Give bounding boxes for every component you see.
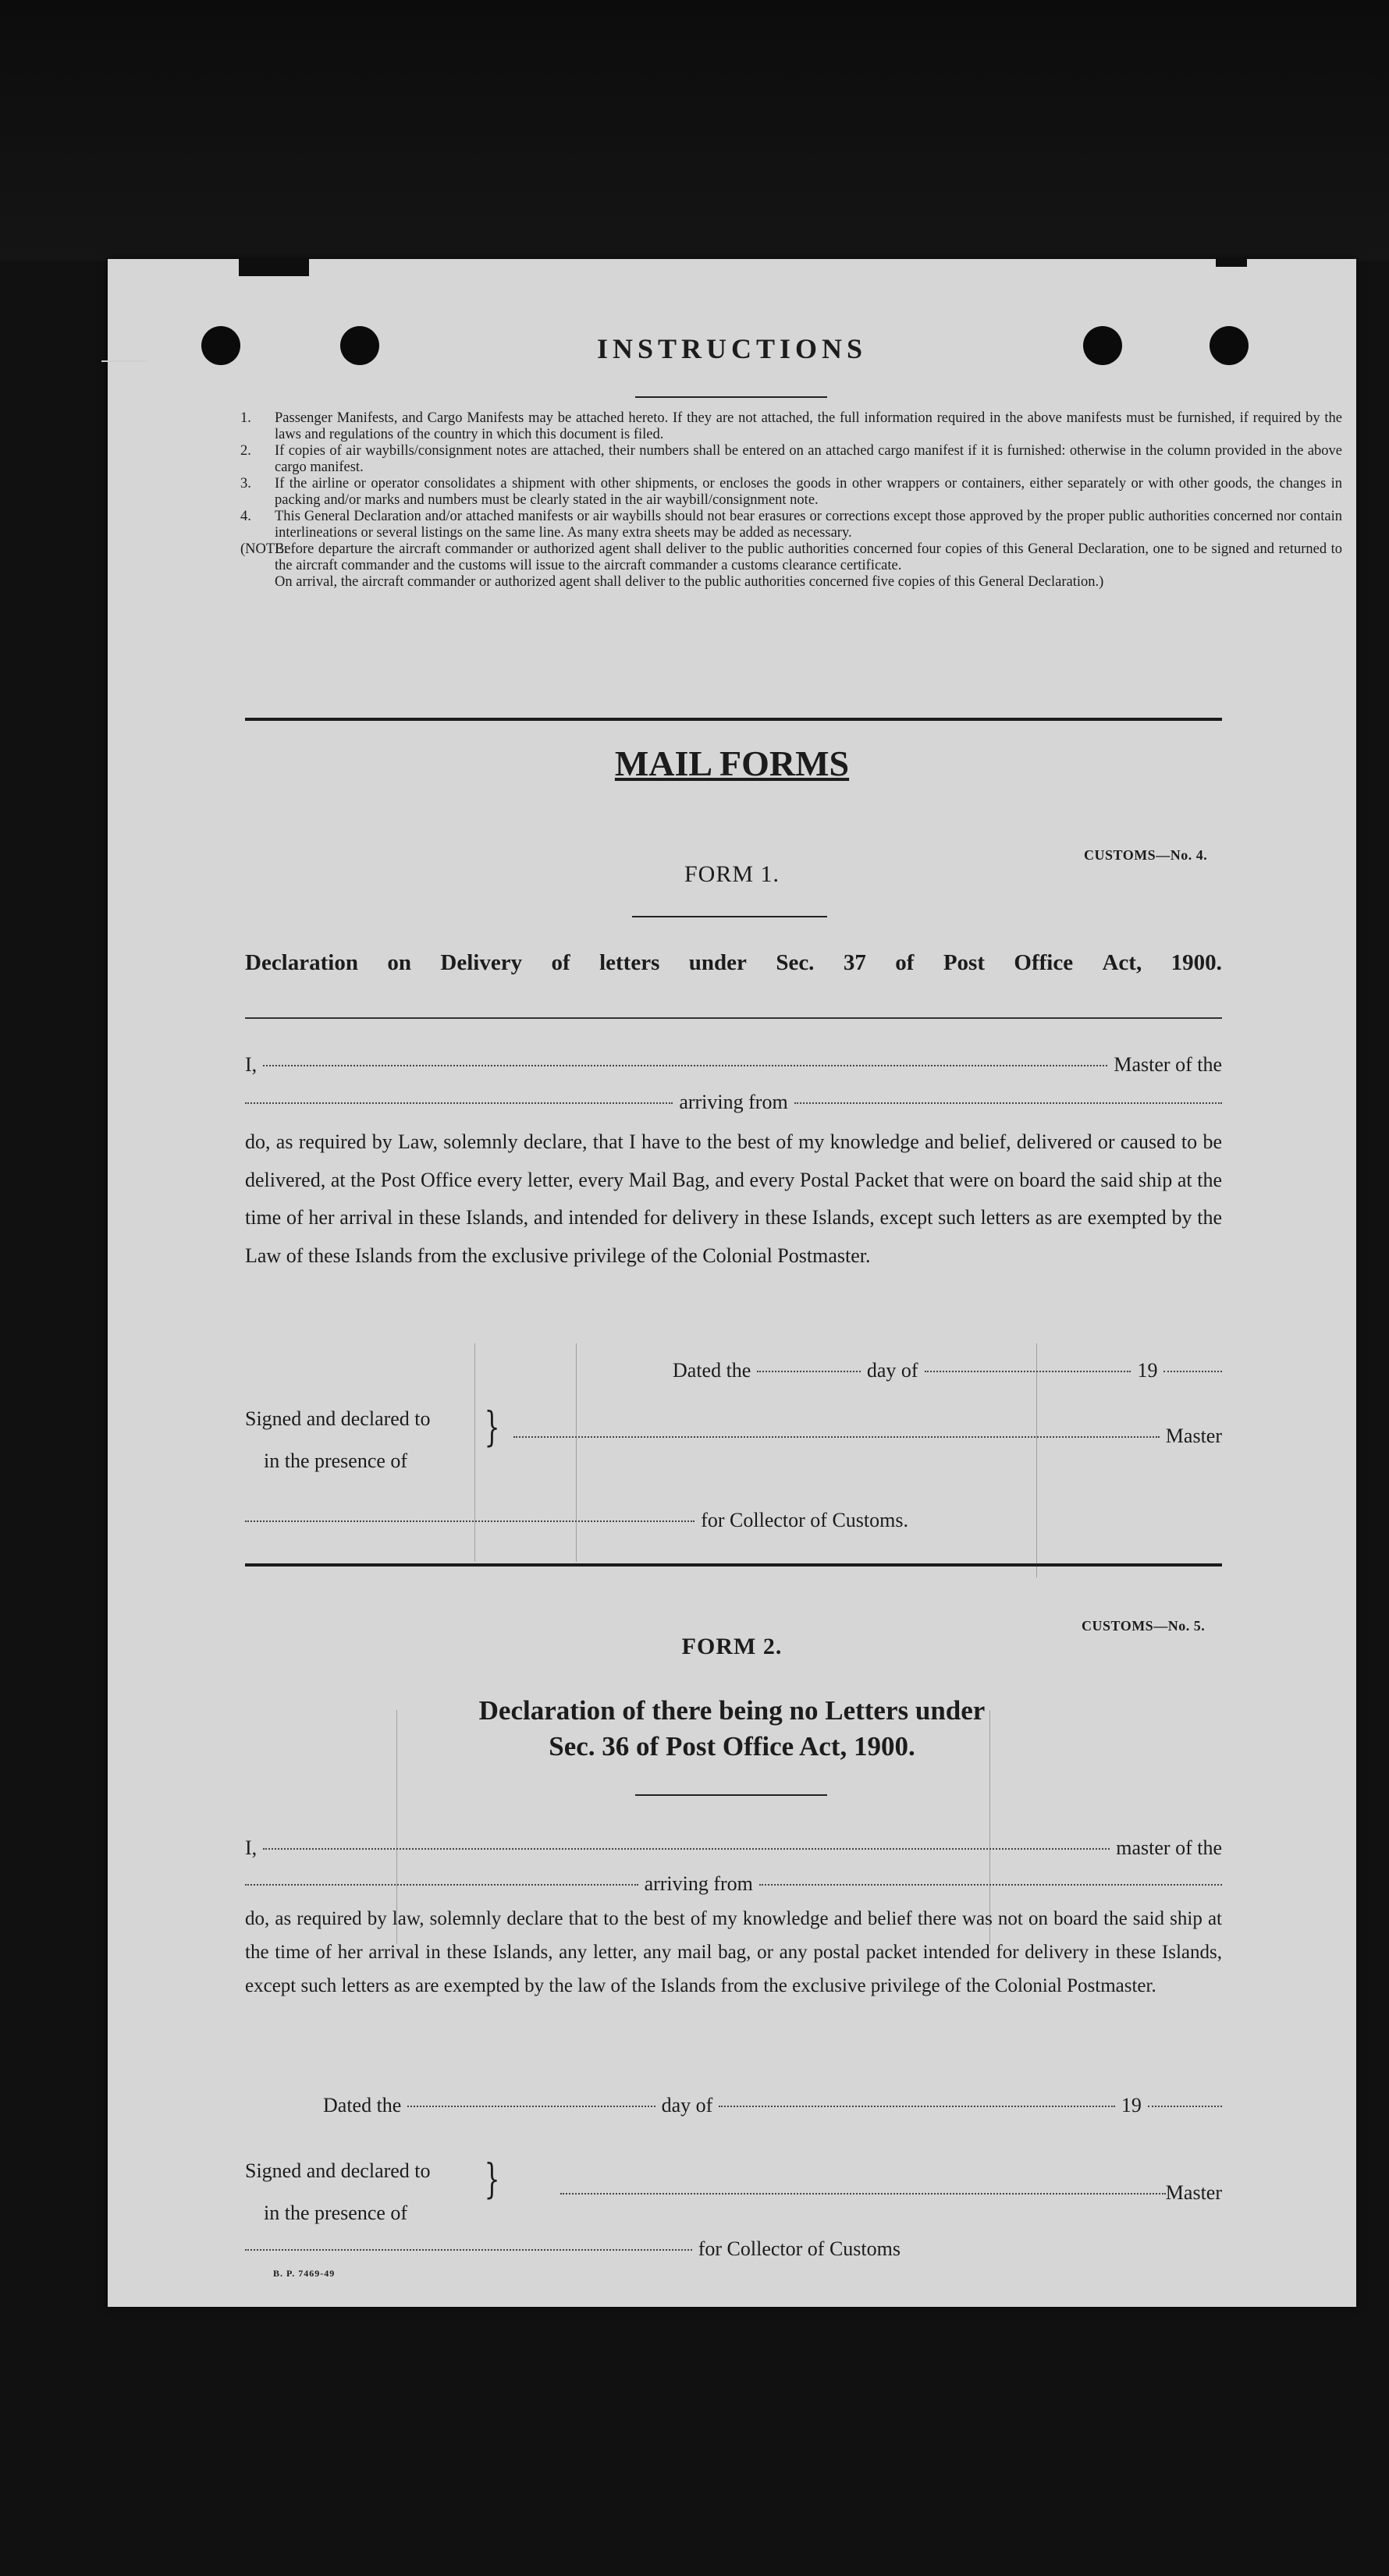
bleed-line	[576, 1343, 577, 1562]
line-label: day of	[661, 2094, 713, 2117]
heading-word: Post	[943, 950, 985, 975]
instruction-note	[240, 541, 1342, 574]
heading-word: Act,	[1102, 950, 1142, 975]
arriving-from-field[interactable]	[794, 1102, 1222, 1104]
brace: }	[484, 1404, 500, 1451]
item-text: If copies of air waybills/consignment notes are attached, their numbers shall be entered on an attached cargo manifest if it is furnished: otherwise in the column provided in the above cargo manifest.	[275, 443, 1342, 475]
presence-label: in the presence of	[264, 2202, 408, 2224]
instructions-list	[240, 410, 1342, 591]
item-number: 1.	[240, 410, 251, 426]
customs-number: CUSTOMS—No. 4.	[1084, 847, 1208, 863]
print-code: B. P. 7469-49	[273, 2268, 336, 2279]
customs-number: CUSTOMS—No. 5.	[1082, 1618, 1206, 1634]
form2-declaration-text: do, as required by law, solemnly declare that to the best of my knowledge and belief there was not on board the said ship at the time of her arrival in these Islands, any letter, any mail bag, or any postal packet intended for delivery in these Islands, except such letters as are exempted by the law of the Islands from the exclusive privilege of the Colonial Postmaster.	[245, 1908, 1222, 1996]
form2-arriving-line	[245, 1872, 1222, 1896]
line-label: Master	[1165, 1425, 1222, 1447]
heading-line: Sec. 36 of Post Office Act, 1900.	[549, 1731, 915, 1762]
form2-master-line	[245, 1836, 1222, 1860]
heading-word: of	[551, 950, 570, 975]
line-label: I,	[245, 1053, 258, 1076]
line-label: for Collector of Customs.	[701, 1509, 908, 1531]
line-label: 19	[1121, 2094, 1142, 2117]
form2-declaration-heading	[108, 1693, 1356, 1765]
divider	[635, 396, 827, 398]
page-notch	[1216, 259, 1247, 267]
instructions-title: INSTRUCTIONS	[596, 333, 868, 364]
master-name-field[interactable]	[263, 1848, 1110, 1850]
page-notch	[239, 259, 309, 276]
line-label: Dated the	[323, 2094, 402, 2117]
date-year-field[interactable]	[1148, 2106, 1222, 2107]
form2-signed-label	[245, 2150, 431, 2234]
bleed-line	[1036, 1343, 1037, 1577]
presence-label: in the presence of	[264, 1449, 408, 1472]
bleed-line	[989, 1710, 990, 1944]
heading-word: Office	[1014, 950, 1074, 975]
heading-word: under	[688, 950, 747, 975]
form1-dated-line	[673, 1359, 1222, 1382]
ship-name-field[interactable]	[245, 1102, 673, 1104]
heading-word: 37	[843, 950, 866, 975]
date-month-field[interactable]	[925, 1371, 1131, 1372]
item-text: If the airline or operator consolidates a shipment with other shipments, or encloses the goods in other wrappers or containers, either separately or with other goods, the changes in packing and/or marks and numbers must be clearly stated in the air waybill/consignment note.	[275, 476, 1342, 508]
scanner-background	[0, 0, 1389, 261]
item-text: Passenger Manifests, and Cargo Manifests may be attached hereto. If they are not attached, the full information required in the above manifests must be furnished, if required by the laws and regulations of the country in which this document is filed.	[275, 410, 1342, 442]
instruction-note	[240, 574, 1342, 591]
section-divider	[245, 718, 1222, 721]
form2-dated-line	[323, 2094, 1222, 2117]
note-label: (NOTE:	[240, 541, 288, 557]
date-month-field[interactable]	[719, 2106, 1115, 2107]
form2-master-sign-line	[560, 2181, 1222, 2205]
line-label: Dated the	[673, 1359, 751, 1382]
line-label: Master	[1165, 2181, 1222, 2204]
form1-master-line	[245, 1053, 1222, 1077]
heading-word: on	[387, 950, 412, 975]
item-text: This General Declaration and/or attached manifests or air waybills should not bear erasures or corrections except those approved by the proper public authorities concerned nor contain interlineations or several listings on the same line. As many extra sheets may be added as necessary.	[275, 509, 1342, 541]
master-name-field[interactable]	[263, 1065, 1107, 1066]
date-day-field[interactable]	[757, 1371, 860, 1372]
line-label: 19	[1137, 1359, 1158, 1382]
note-text: Before departure the aircraft commander or authorized agent shall deliver to the public authorities concerned four copies of this General Declaration, one to be signed and returned to the aircraft commander and the customs will issue to the aircraft commander a customs clearance certificate.	[275, 541, 1342, 573]
heading-word: 1900.	[1171, 950, 1222, 975]
item-number: 4.	[240, 509, 251, 524]
form1-signed-label	[245, 1398, 431, 1482]
form1-declaration-text: do, as required by Law, solemnly declare, that I have to the best of my knowledge and belief, delivered or caused to be delivered, at the Post Office every letter, every Mail Bag, and every Postal Packet that were on board the said ship at the time of her arrival in these Islands, and intended for delivery in these Islands, except such letters as are exempted by the Law of these Islands from the exclusive privilege of the Colonial Postmaster.	[245, 1130, 1222, 1267]
instruction-item	[240, 476, 1342, 509]
form1-arriving-line	[245, 1091, 1222, 1114]
heading-word: of	[895, 950, 915, 975]
date-day-field[interactable]	[407, 2106, 655, 2107]
line-label: arriving from	[679, 1091, 788, 1113]
form1-collector-line	[245, 1509, 908, 1532]
note-text: On arrival, the aircraft commander or authorized agent shall deliver to the public authorities concerned five copies of this General Declaration.)	[275, 574, 1104, 590]
heading-word: Sec.	[776, 950, 815, 975]
signed-label: Signed and declared to	[245, 1407, 431, 1430]
form1-master-sign-line	[513, 1425, 1222, 1448]
instruction-item	[240, 509, 1342, 541]
heading-word: Delivery	[440, 950, 523, 975]
form-title: FORM 1.	[684, 861, 780, 887]
line-label: day of	[866, 1359, 918, 1382]
item-number: 2.	[240, 443, 251, 459]
divider	[245, 1017, 1222, 1019]
heading-word: Declaration	[245, 950, 358, 975]
instruction-item	[240, 410, 1342, 443]
collector-signature-field[interactable]	[245, 2249, 692, 2251]
arriving-from-field[interactable]	[759, 1884, 1222, 1886]
divider	[635, 1794, 827, 1796]
line-label: Master of the	[1114, 1053, 1222, 1076]
line-label: arriving from	[644, 1872, 753, 1895]
master-signature-field[interactable]	[513, 1436, 1160, 1438]
line-label: master of the	[1116, 1836, 1222, 1859]
heading-line: Declaration of there being no Letters under	[478, 1695, 986, 1726]
form-title: FORM 2.	[681, 1634, 783, 1659]
line-label: I,	[245, 1836, 258, 1859]
item-number: 3.	[240, 476, 251, 491]
bleed-line	[474, 1343, 475, 1562]
instruction-item	[240, 443, 1342, 476]
form1-declaration-heading	[245, 950, 1222, 976]
document-page	[108, 259, 1356, 2307]
brace: }	[484, 2156, 500, 2203]
bleed-line	[396, 1710, 397, 1944]
signed-label: Signed and declared to	[245, 2159, 431, 2182]
divider	[632, 916, 827, 917]
ship-name-field[interactable]	[245, 1884, 638, 1886]
section-divider	[245, 1563, 1222, 1567]
mail-forms-title: MAIL FORMS	[614, 743, 850, 783]
line-label: for Collector of Customs	[698, 2237, 901, 2260]
date-year-field[interactable]	[1163, 1371, 1222, 1372]
collector-signature-field[interactable]	[245, 1520, 694, 1522]
form2-collector-line	[245, 2237, 901, 2261]
master-signature-field[interactable]	[560, 2193, 1166, 2195]
heading-word: letters	[599, 950, 660, 975]
